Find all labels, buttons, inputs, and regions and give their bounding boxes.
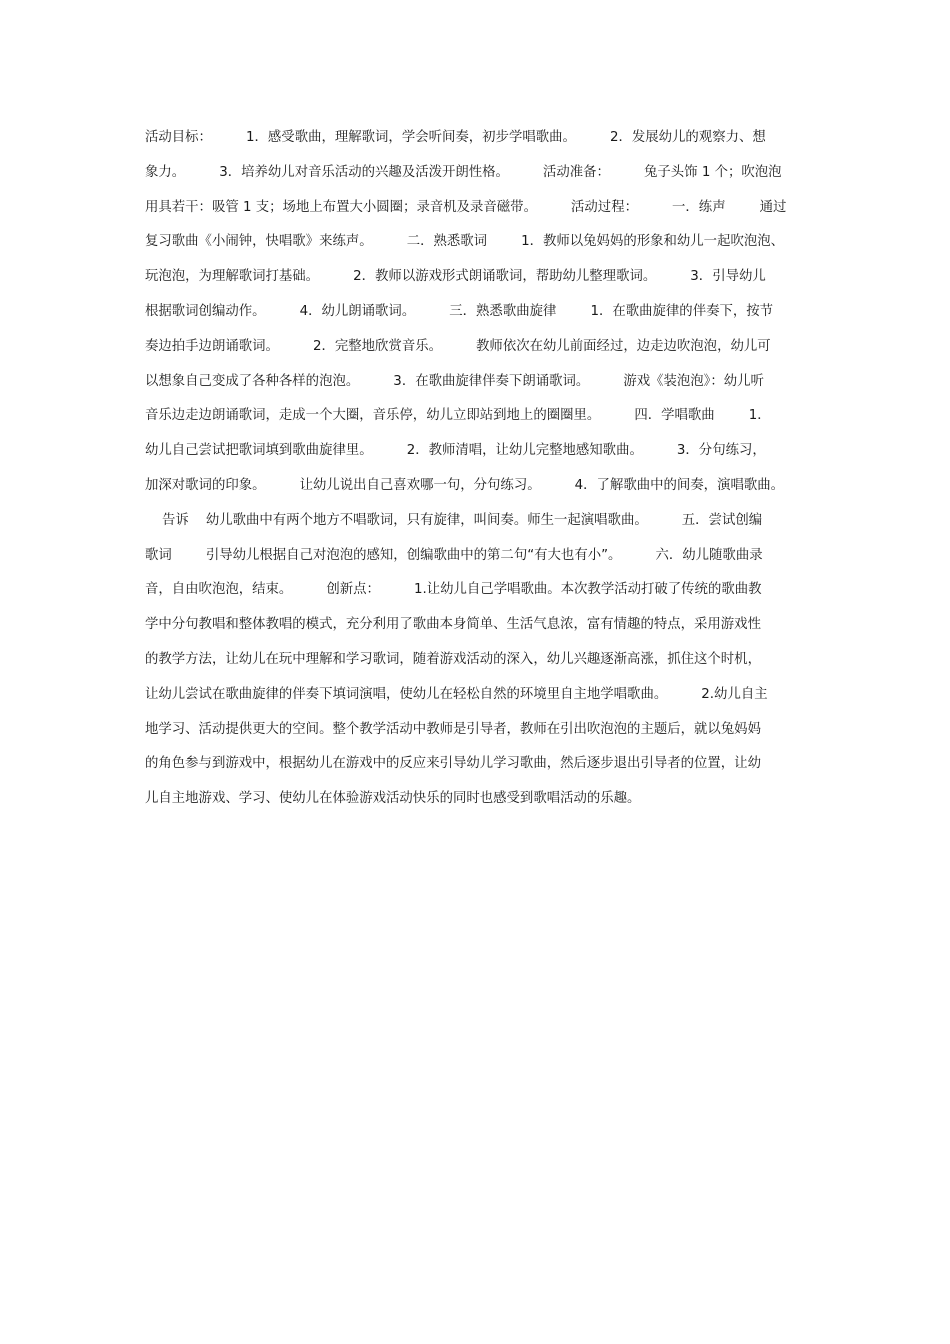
text-line: 根据歌词创编动作。 4．幼儿朗诵歌词。 三．熟悉歌曲旋律 1．在歌曲旋律的伴奏下，按节: [145, 303, 774, 319]
text-line: 以想象自己变成了各种各样的泡泡。 3．在歌曲旋律伴奏下朗诵歌词。 游戏《装泡泡》：幼儿听: [145, 373, 764, 389]
text-line: 奏边拍手边朗诵歌词。 2．完整地欣赏音乐。 教师依次在幼儿前面经过，边走边吹泡泡，幼儿可: [145, 338, 771, 354]
body-text: [145, 121, 815, 817]
text-line: 的角色参与到游戏中，根据幼儿在游戏中的反应来引导幼儿学习歌曲，然后逐步退出引导者的位置，让幼: [145, 756, 761, 772]
text-line: 加深对歌词的印象。 让幼儿说出自己喜欢哪一句，分句练习。 4．了解歌曲中的间奏，演唱歌曲。: [145, 477, 785, 493]
text-line: 用具若干：吸管 1 支；场地上布置大小圆圈；录音机及录音磁带。 活动过程： 一．练声 通过: [145, 199, 787, 215]
text-line: 象力。 3．培养幼儿对音乐活动的兴趣及活泼开朗性格。 活动准备： 兔子头饰 1 个；吹泡泡: [145, 164, 782, 180]
text-line: 玩泡泡，为理解歌词打基础。 2．教师以游戏形式朗诵歌词，帮助幼儿整理歌词。 3．引导幼儿: [145, 269, 766, 285]
text-line: 音乐边走边朗诵歌词，走成一个大圈，音乐停，幼儿立即站到地上的圈圈里。 四．学唱歌曲 1．: [145, 408, 771, 424]
text-line: 让幼儿尝试在歌曲旋律的伴奏下填词演唱，使幼儿在轻松自然的环境里自主地学唱歌曲。 2.幼儿自主: [145, 686, 768, 702]
text-line: 学中分句教唱和整体教唱的模式，充分利用了歌曲本身简单、生活气息浓，富有情趣的特点，采用游戏性: [145, 617, 761, 633]
text-line: 歌词 引导幼儿根据自己对泡泡的感知，创编歌曲中的第二句“有大也有小”。 六．幼儿随歌曲录: [145, 547, 763, 563]
text-line: 幼儿自己尝试把歌词填到歌曲旋律里。 2．教师清唱，让幼儿完整地感知歌曲。 3．分句练习，: [145, 443, 766, 459]
text-line: 告诉 幼儿歌曲中有两个地方不唱歌词，只有旋律，叫间奏。师生一起演唱歌曲。 五．尝试创编: [145, 512, 763, 528]
text-line: 的教学方法，让幼儿在玩中理解和学习歌词，随着游戏活动的深入，幼儿兴趣逐渐高涨，抓住这个时机，: [145, 651, 761, 667]
text-line: 活动目标： 1．感受歌曲，理解歌词，学会听间奏，初步学唱歌曲。 2．发展幼儿的观察力、想: [145, 130, 766, 145]
text-line: 地学习、活动提供更大的空间。整个教学活动中教师是引导者，教师在引出吹泡泡的主题后，就以兔妈妈: [145, 721, 761, 737]
text-line: 音，自由吹泡泡，结束。 创新点： 1.让幼儿自己学唱歌曲。本次教学活动打破了传统的歌曲教: [145, 582, 762, 598]
text-line: 复习歌曲《小闹钟，快唱歌》来练声。 二．熟悉歌词 1．教师以兔妈妈的形象和幼儿一起吹泡泡、: [145, 234, 785, 250]
text-line: 儿自主地游戏、学习、使幼儿在体验游戏活动快乐的同时也感受到歌唱活动的乐趣。: [145, 791, 641, 807]
